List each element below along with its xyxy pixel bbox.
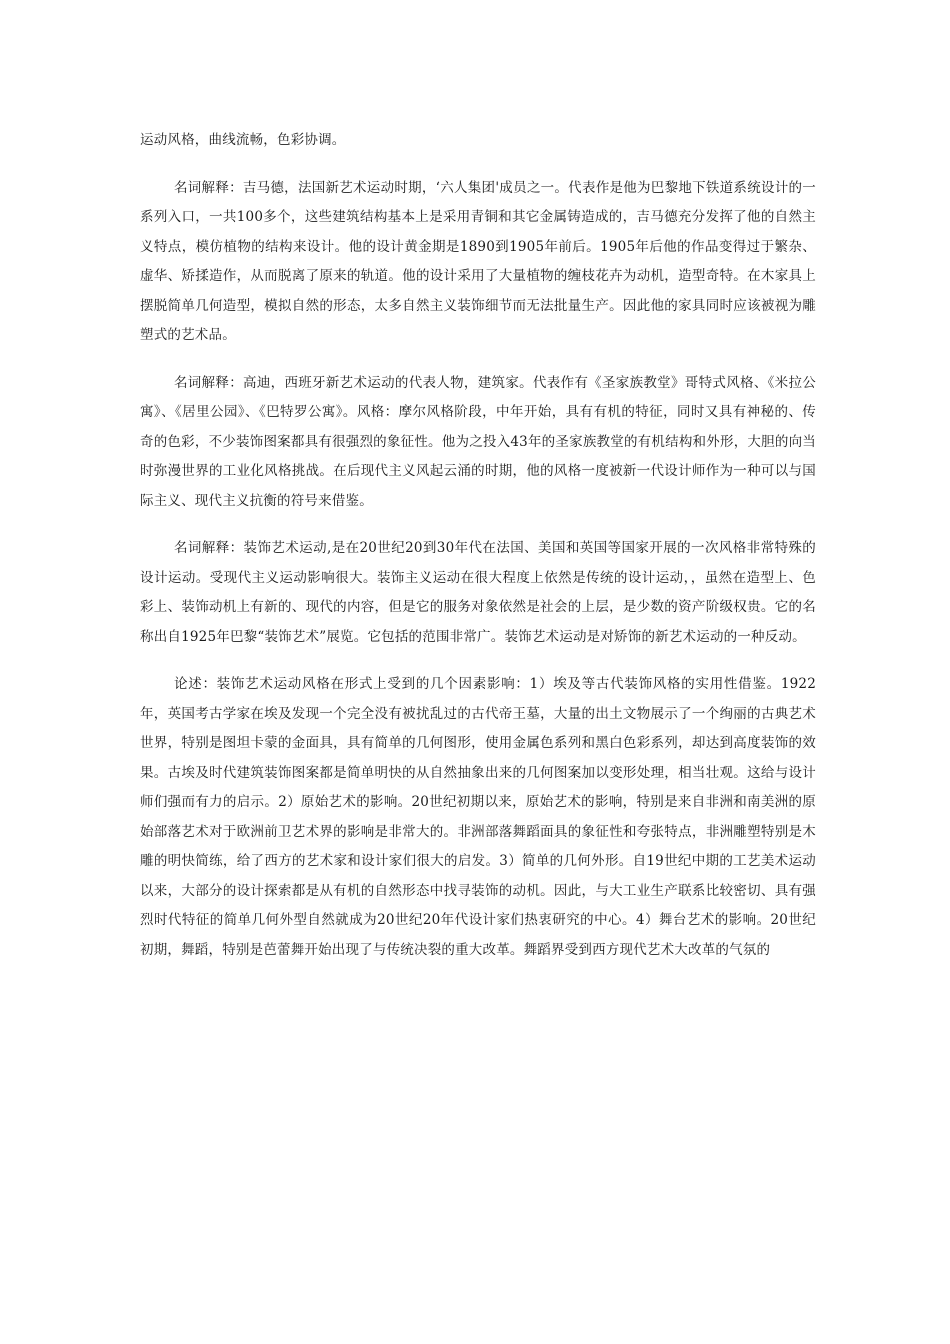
paragraph-discussion: 论述：装饰艺术运动风格在形式上受到的几个因素影响：1）埃及等古代装饰风格的实用性借鉴。1922年，英国考古学家在埃及发现一个完全没有被扰乱过的古代帝王墓，大量的出土文物展示了一个绚丽的古典艺术世界，特别是图坦卡蒙的金面具，具有简单的几何图形，使用金属色系列和黑白色彩系列，却达到高度装饰的效果。古埃及时代建筑装饰图案都是简单明快的从自然抽象出来的几何图案加以变形处理，相当壮观。这给与设计师们强而有力的启示。2）原始艺术的影响。20世纪初期以来，原始艺术的影响，特别是来自非洲和南美洲的原始部落艺术对于欧洲前卫艺术界的影响是非常大的。非洲部落舞蹈面具的象征性和夸张特点，非洲雕塑特别是木雕的明快简练，给了西方的艺术家和设计家们很大的启发。3）简单的几何外形。自19世纪中期的工艺美术运动以来，大部分的设计探索都是从有机的自然形态中找寻装饰的动机。因此，与大工业生产联系比较密切、具有强烈时代特征的简单几何外型自然就成为20世纪20年代设计家们热衷研究的中心。4）舞台艺术的影响。20世纪初期，舞蹈，特别是芭蕾舞开始出现了与传统决裂的重大改革。舞蹈界受到西方现代艺术大改革的气氛的 <box>140 676 816 958</box>
paragraph-gaudi: 名词解释：高迪，西班牙新艺术运动的代表人物，建筑家。代表作有《圣家族教堂》哥特式风格、《米拉公寓》、《居里公园》、《巴特罗公寓》。风格：摩尔风格阶段，中年开始，具有有机的特征，同时又具有神秘的、传奇的色彩，不少装饰图案都具有很强烈的象征性。他为之投入43年的圣家族教堂的有机结构和外形，大胆的向当时弥漫世界的工业化风格挑战。在后现代主义风起云涌的时期，他的风格一度被新一代设计师作为一种可以与国际主义、现代主义抗衡的符号来借鉴。 <box>140 374 816 509</box>
paragraph-art-deco: 名词解释：装饰艺术运动,是在20世纪20到30年代在法国、美国和英国等国家开展的一次风格非常特殊的设计运动。受现代主义运动影响很大。装饰主义运动在很大程度上依然是传统的设计运动，，虽然在造型上、色彩上、装饰动机上有新的、现代的内容，但是它的服务对象依然是社会的上层，是少数的资产阶级权贵。它的名称出自1925年巴黎“装饰艺术”展览。它包括的范围非常广。装饰艺术运动是对矫饰的新艺术运动的一种反动。 <box>140 540 816 645</box>
paragraph-continuation: 运动风格，曲线流畅，色彩协调。 <box>140 132 346 148</box>
paragraph-guimard: 名词解释：吉马德，法国新艺术运动时期，‘六人集团'成员之一。代表作是他为巴黎地下铁道系统设计的一系列入口，一共100多个，这些建筑结构基本上是采用青铜和其它金属铸造成的，吉马德充分发挥了他的自然主义特点，模仿植物的结构来设计。他的设计黄金期是1890到1905年前后。1905年后他的作品变得过于繁杂、虚华、矫揉造作，从而脱离了原来的轨道。他的设计采用了大量植物的缠枝花卉为动机，造型奇特。在木家具上摆脱简单几何造型，模拟自然的形态，太多自然主义装饰细节而无法批量生产。因此他的家具同时应该被视为雕塑式的艺术品。 <box>140 179 816 343</box>
document-body <box>140 126 816 983</box>
